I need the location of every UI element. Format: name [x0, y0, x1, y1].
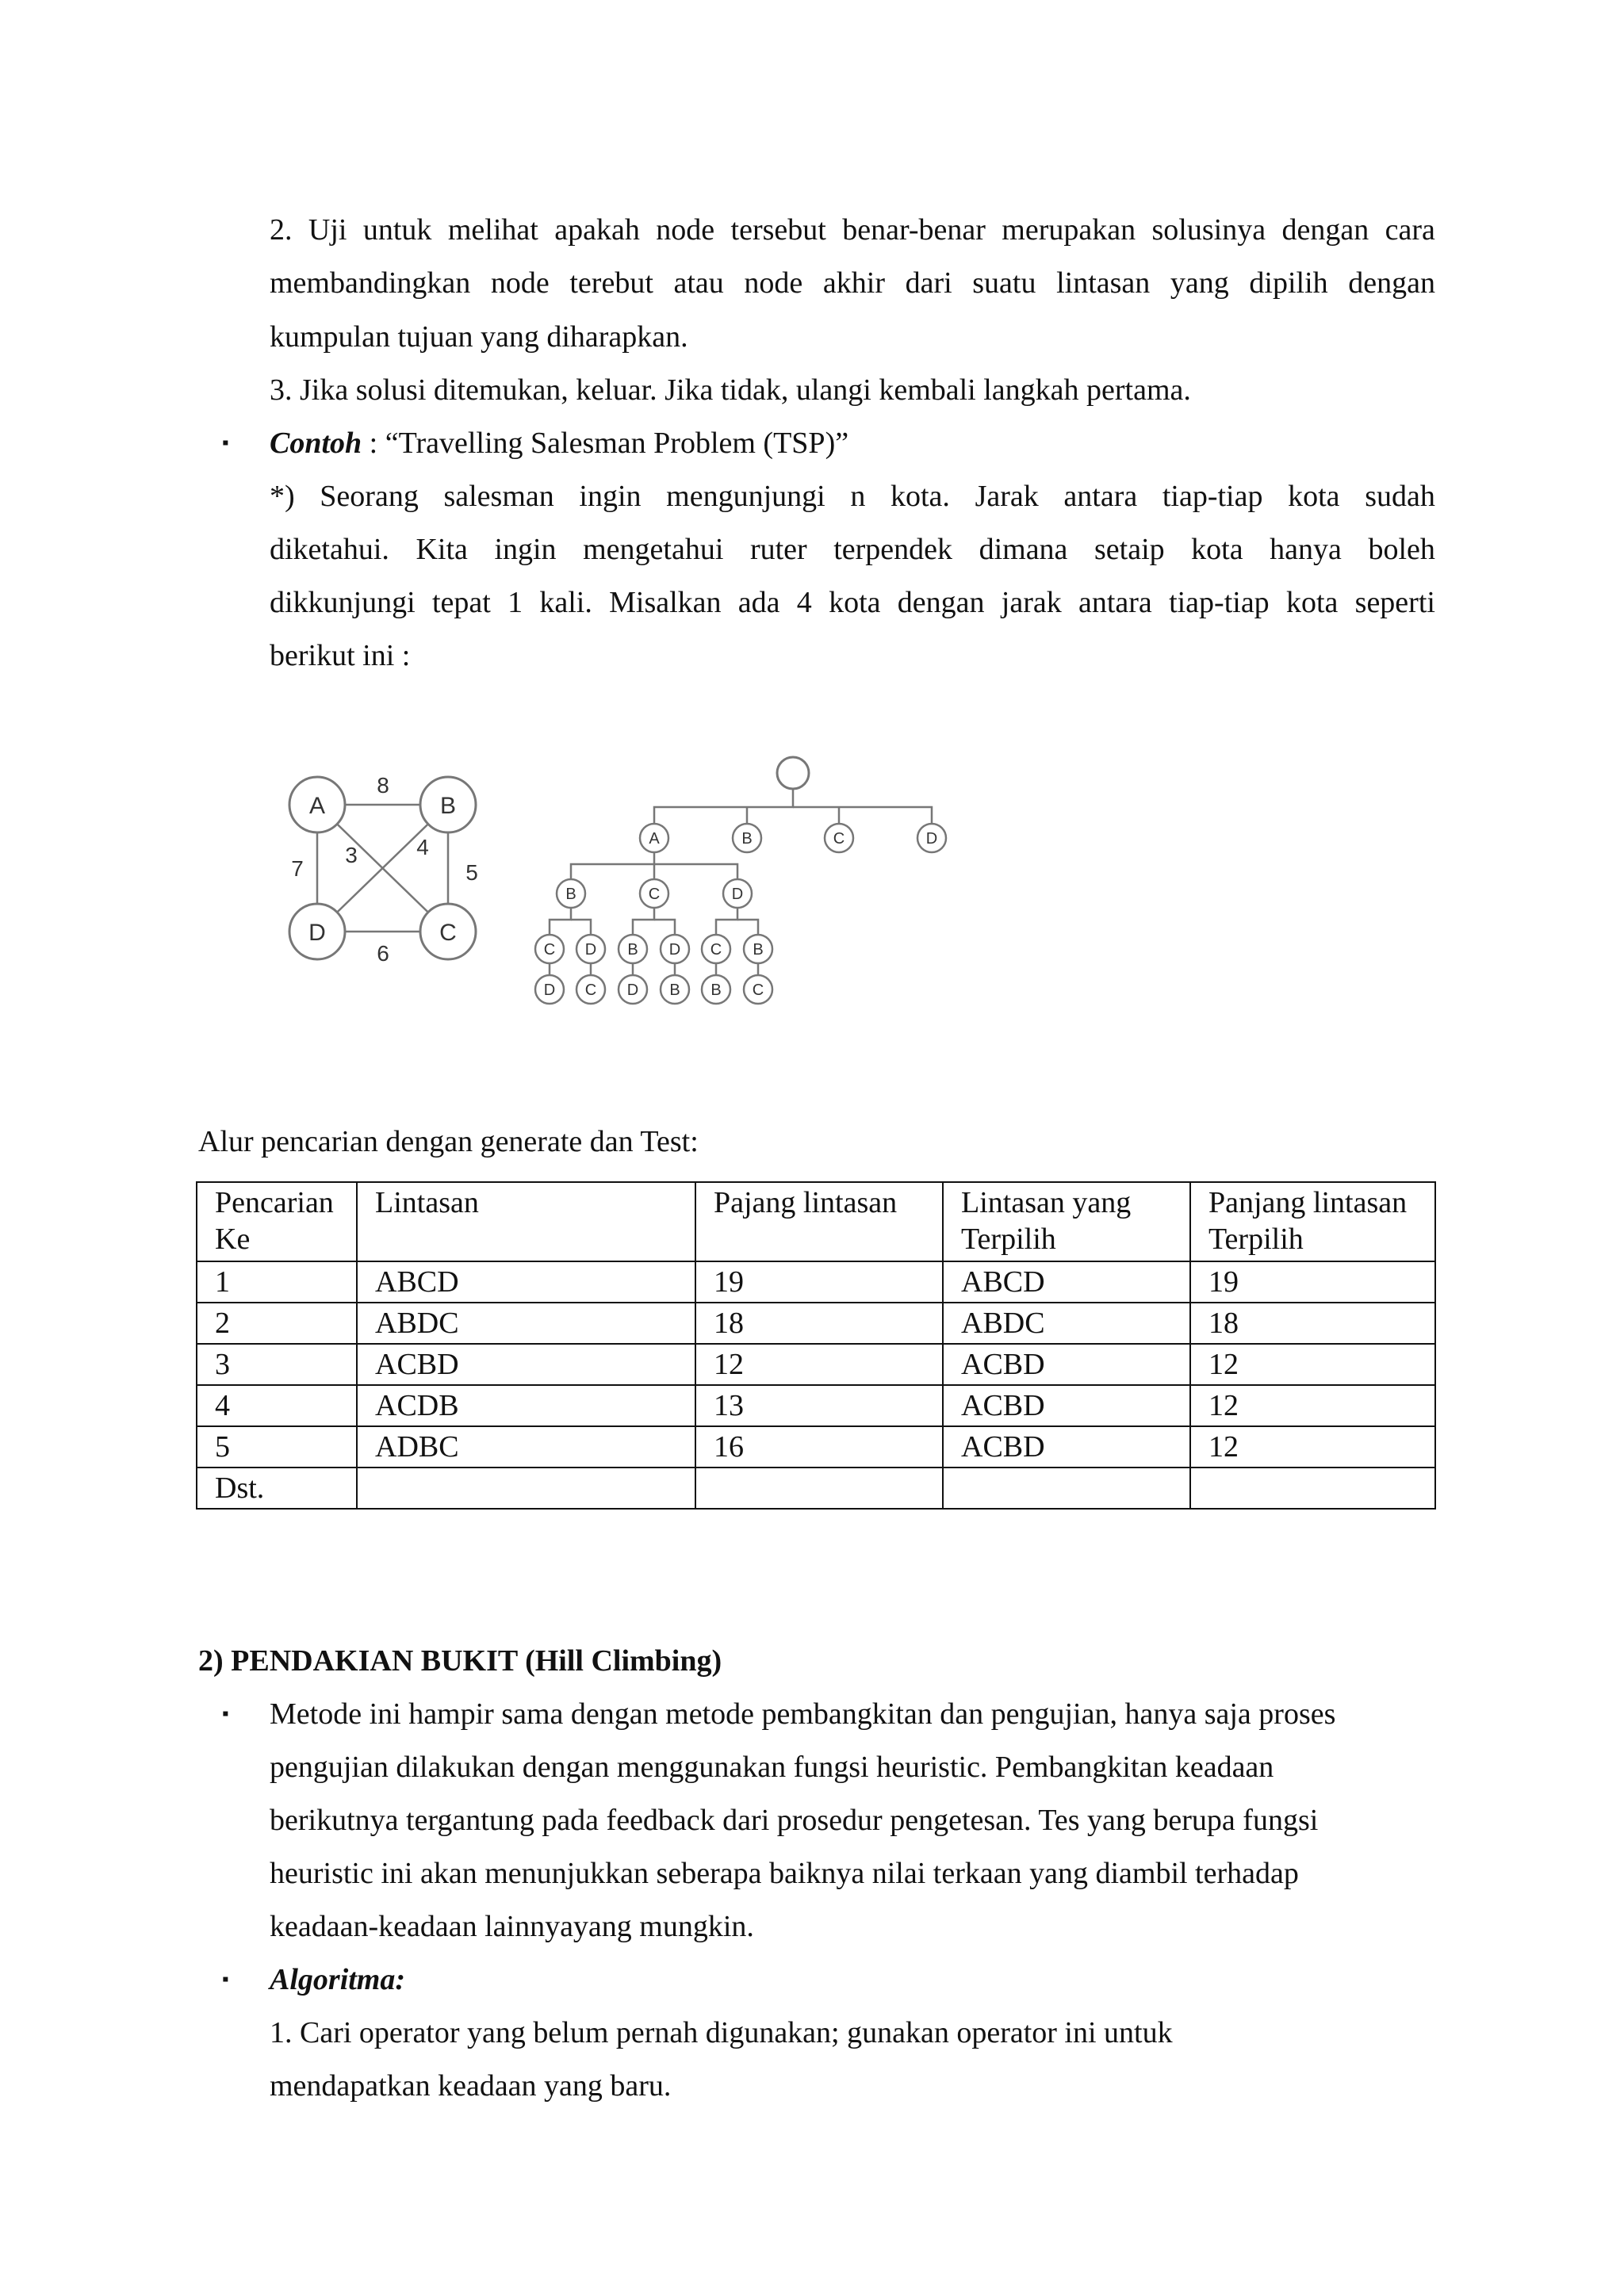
table-row	[197, 1385, 1435, 1426]
table-cell: ACBD	[943, 1426, 1190, 1468]
example-desc-1: *) Seorang salesman ingin mengunjungi n kota. Jarak antara tiap-tiap kota sudah	[270, 480, 1435, 513]
bullet-icon: ▪	[222, 433, 229, 453]
tree-node	[702, 975, 730, 1004]
table-header-cell: Panjang lintasan Terpilih	[1190, 1182, 1435, 1261]
svg-text:C: C	[543, 941, 556, 959]
svg-text:B: B	[710, 982, 722, 999]
table-cell: 2	[197, 1303, 357, 1344]
svg-text:D: D	[308, 920, 326, 946]
tree-node	[825, 824, 853, 852]
table-cell: 13	[695, 1385, 943, 1426]
table-header-cell: Pencarian Ke	[197, 1182, 357, 1261]
weight-ab: 8	[377, 773, 389, 798]
table-cell: 4	[197, 1385, 357, 1426]
table-cell: 12	[1190, 1426, 1435, 1468]
table-header-row	[197, 1182, 1435, 1261]
bullet-icon: ▪	[222, 1969, 229, 1990]
table-cell: ACBD	[943, 1344, 1190, 1385]
graph-node-b	[420, 777, 476, 832]
tree-node	[619, 975, 647, 1004]
tree-node	[535, 975, 564, 1004]
table-cell: ADBC	[357, 1426, 695, 1468]
table-row	[197, 1468, 1435, 1509]
table-cell: 19	[1190, 1261, 1435, 1303]
svg-text:B: B	[741, 830, 753, 848]
tree-node	[640, 824, 668, 852]
table-cell: ACBD	[357, 1344, 695, 1385]
graph-node-a	[289, 777, 345, 832]
step2-line-2: membandingkan node terebut atau node akhir dari suatu lintasan yang dipilih dengan	[270, 266, 1435, 300]
table-caption: Alur pencarian dengan generate dan Test:	[198, 1125, 699, 1158]
svg-text:A: A	[649, 830, 660, 848]
svg-text:C: C	[710, 941, 722, 959]
tree-node	[576, 935, 605, 963]
example-label: Contoh	[270, 427, 362, 460]
table-cell: 12	[1190, 1344, 1435, 1385]
table-row	[197, 1344, 1435, 1385]
example-heading	[270, 423, 848, 463]
graph-node-c	[420, 904, 476, 959]
hill-para-4: heuristic ini akan menunjukkan seberapa baiknya nilai terkaan yang diambil terhadap	[270, 1857, 1299, 1890]
algo-step1-line-1: 1. Cari operator yang belum pernah digunakan; gunakan operator ini untuk	[270, 2016, 1173, 2049]
tree-node	[557, 879, 585, 908]
tree-node	[661, 975, 689, 1004]
tsp-figure	[238, 745, 952, 1015]
table-cell: ABDC	[357, 1303, 695, 1344]
weight-bc: 5	[465, 860, 478, 885]
svg-text:C: C	[584, 982, 597, 999]
bullet-icon: ▪	[222, 1704, 229, 1724]
step3-line: 3. Jika solusi ditemukan, keluar. Jika tidak, ulangi kembali langkah pertama.	[270, 373, 1191, 407]
table-cell: ABCD	[357, 1261, 695, 1303]
svg-text:A: A	[308, 793, 326, 819]
table-cell	[695, 1468, 943, 1509]
search-table	[196, 1181, 1436, 1510]
table-header-cell: Lintasan yang Terpilih	[943, 1182, 1190, 1261]
table-cell: 12	[695, 1344, 943, 1385]
table-header-cell: Lintasan	[357, 1182, 695, 1261]
svg-text:B: B	[439, 793, 457, 819]
svg-text:C: C	[648, 886, 661, 903]
table-cell	[943, 1468, 1190, 1509]
tsp-figure-svg	[238, 745, 952, 1015]
tree-node	[733, 824, 761, 852]
hill-para-2: pengujian dilakukan dengan menggunakan fungsi heuristic. Pembangkitan keadaan	[270, 1751, 1274, 1784]
table-cell: 5	[197, 1426, 357, 1468]
svg-text:B: B	[753, 941, 764, 959]
tree-node	[535, 935, 564, 963]
tree-node	[661, 935, 689, 963]
table-row	[197, 1426, 1435, 1468]
table-row	[197, 1261, 1435, 1303]
table-cell: Dst.	[197, 1468, 357, 1509]
algo-label: Algoritma:	[270, 1963, 406, 1996]
step2-line-3: kumpulan tujuan yang diharapkan.	[270, 320, 688, 354]
example-desc-3: dikkunjungi tepat 1 kali. Misalkan ada 4 kota dengan jarak antara tiap-tiap kota seperti	[270, 586, 1435, 619]
example-desc-2: diketahui. Kita ingin mengetahui ruter terpendek dimana setaip kota hanya boleh	[270, 533, 1435, 566]
table-row	[197, 1303, 1435, 1344]
table-cell	[357, 1468, 695, 1509]
table-cell: 16	[695, 1426, 943, 1468]
svg-text:D: D	[731, 886, 744, 903]
table-cell: ACDB	[357, 1385, 695, 1426]
algo-step1-line-2: mendapatkan keadaan yang baru.	[270, 2069, 672, 2103]
tree-node	[619, 935, 647, 963]
graph-node-d	[289, 904, 345, 959]
tree-node	[723, 879, 752, 908]
svg-text:B: B	[565, 886, 576, 903]
hill-para-5: keadaan-keadaan lainnyayang mungkin.	[270, 1910, 754, 1943]
example-desc-4: berikut ini :	[270, 639, 411, 672]
svg-text:C: C	[439, 920, 457, 946]
table-header-cell: Pajang lintasan	[695, 1182, 943, 1261]
table-cell: 1	[197, 1261, 357, 1303]
tree-root-node	[777, 757, 809, 789]
table-cell: ABCD	[943, 1261, 1190, 1303]
table-cell: 12	[1190, 1385, 1435, 1426]
tree-node	[576, 975, 605, 1004]
table-cell	[1190, 1468, 1435, 1509]
svg-text:D: D	[668, 941, 681, 959]
hill-heading: 2) PENDAKIAN BUKIT (Hill Climbing)	[198, 1644, 722, 1678]
weight-bd: 4	[416, 835, 429, 859]
svg-text:D: D	[584, 941, 597, 959]
step2-line-1: 2. Uji untuk melihat apakah node tersebut benar-benar merupakan solusinya dengan cara	[270, 213, 1435, 247]
tree-node	[640, 879, 668, 908]
tree-node	[744, 935, 772, 963]
hill-para-1: Metode ini hampir sama dengan metode pembangkitan dan pengujian, hanya saja proses	[270, 1697, 1336, 1731]
hill-para-3: berikutnya tergantung pada feedback dari prosedur pengetesan. Tes yang berupa fungsi	[270, 1804, 1319, 1837]
table-cell: ABDC	[943, 1303, 1190, 1344]
svg-text:D: D	[543, 982, 556, 999]
tree-node	[702, 935, 730, 963]
table-cell: 18	[1190, 1303, 1435, 1344]
tree-node	[744, 975, 772, 1004]
svg-text:D: D	[626, 982, 639, 999]
svg-text:B: B	[627, 941, 638, 959]
tree-node	[917, 824, 946, 852]
table-cell: 19	[695, 1261, 943, 1303]
table-cell: 3	[197, 1344, 357, 1385]
weight-ac: 3	[345, 843, 358, 867]
weight-dc: 6	[377, 941, 389, 966]
svg-text:C: C	[752, 982, 764, 999]
weight-ad: 7	[291, 856, 304, 881]
svg-text:D: D	[925, 830, 938, 848]
example-title: : “Travelling Salesman Problem (TSP)”	[362, 427, 849, 460]
table-cell: 18	[695, 1303, 943, 1344]
table-cell: ACBD	[943, 1385, 1190, 1426]
svg-text:B: B	[669, 982, 680, 999]
svg-text:C: C	[833, 830, 845, 848]
